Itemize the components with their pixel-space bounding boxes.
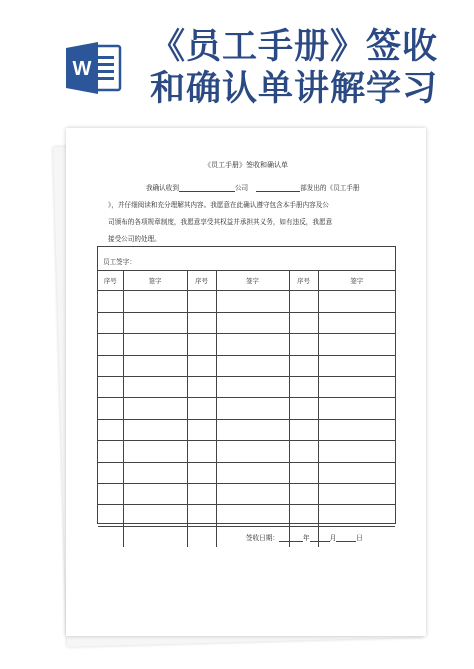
blank-company — [179, 184, 235, 192]
table-row — [98, 312, 395, 333]
header — [0, 0, 474, 120]
blank-day — [336, 534, 356, 542]
table-row — [98, 376, 395, 397]
line1-prefix: 我确认收到 — [146, 184, 179, 192]
signature-grid — [98, 270, 395, 547]
table-row — [98, 334, 395, 355]
sign-date-line — [246, 532, 363, 542]
table-row — [98, 462, 395, 483]
line1-suffix: 部发出的《员工手册 — [300, 184, 360, 192]
column-header: 序号 — [289, 270, 318, 291]
paragraph-line-1 — [146, 182, 360, 192]
column-header: 签字 — [123, 270, 187, 291]
table-row — [98, 483, 395, 504]
date-label: 签收日期： — [246, 534, 279, 542]
column-header: 签字 — [216, 270, 289, 291]
document-page — [66, 128, 426, 636]
word-icon — [64, 38, 124, 98]
blank-month — [310, 534, 330, 542]
month-label: 月 — [329, 534, 337, 542]
table-row — [98, 441, 395, 462]
title-line-1: 《员工手册》签收 — [150, 27, 439, 67]
paragraph-line-3: 司颁布的各项规章制度，我愿意享受其权益并承担其义务，如有违反，我愿意 — [108, 218, 333, 226]
word-letter: W — [72, 58, 92, 80]
table-row — [98, 398, 395, 419]
column-header: 序号 — [187, 270, 216, 291]
table-header-row — [98, 270, 395, 291]
page-title — [150, 26, 468, 110]
paragraph-line-4: 接受公司的处理。 — [108, 235, 161, 243]
column-header: 序号 — [98, 270, 123, 291]
column-header: 签字 — [318, 270, 395, 291]
document-title: 《员工手册》签收和确认单 — [204, 161, 288, 169]
blank-year — [279, 534, 303, 542]
year-label: 年 — [302, 534, 310, 542]
table-row — [98, 505, 395, 526]
employee-signature-row — [98, 247, 395, 271]
title-line-2: 和确认单讲解学习 — [150, 69, 439, 109]
signature-label: 员工签字： — [103, 258, 136, 266]
signature-table — [97, 246, 396, 524]
paragraph-line-2: 》，并仔细阅读和充分理解其内容。我愿意在此确认遵守包含本手册内容及公 — [108, 201, 329, 209]
blank-department — [256, 184, 300, 192]
line1-company: 公司 — [234, 184, 249, 192]
day-label: 日 — [356, 534, 363, 542]
table-row — [98, 355, 395, 376]
table-row — [98, 291, 395, 312]
table-row — [98, 419, 395, 440]
